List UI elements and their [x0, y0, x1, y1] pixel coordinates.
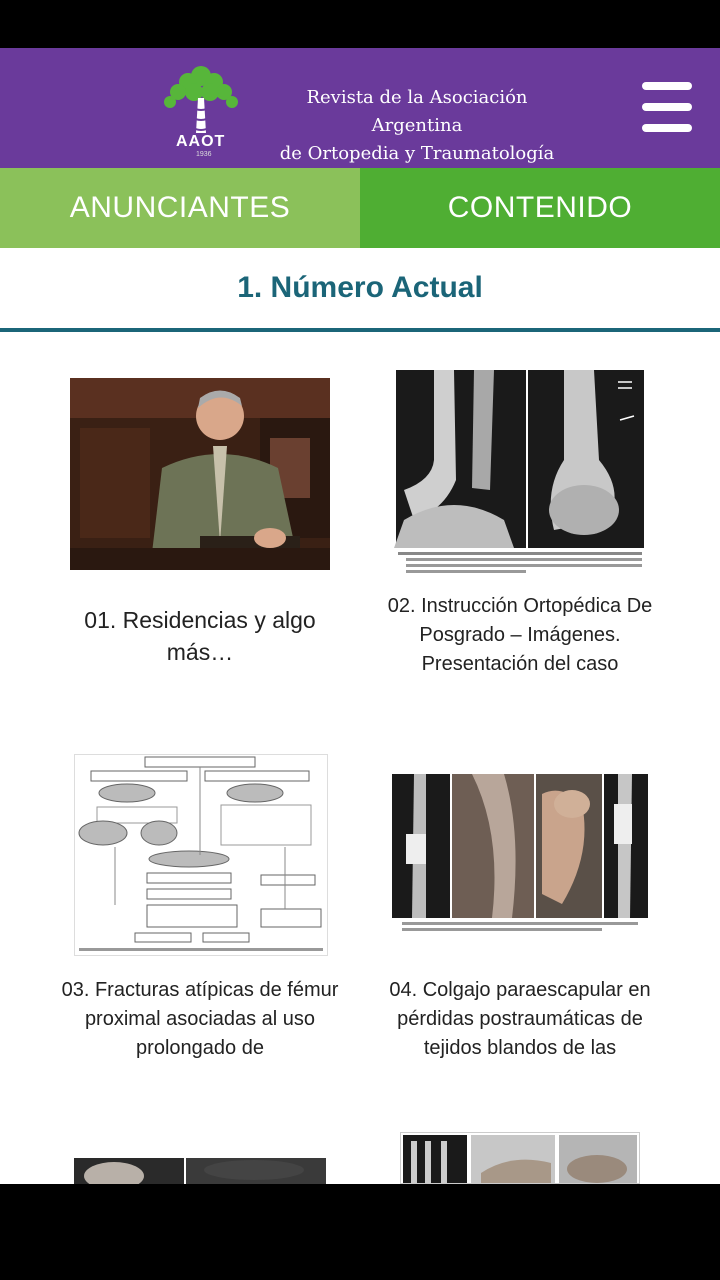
article-title-1[interactable]: 01. Residencias y algo más…	[84, 607, 316, 665]
app-header	[0, 48, 720, 168]
hamburger-menu-icon[interactable]	[640, 82, 694, 132]
article-thumbnail-4[interactable]	[392, 774, 648, 936]
tab-bar	[0, 168, 720, 248]
article-thumbnail-6[interactable]	[400, 1132, 640, 1184]
article-thumbnail-2[interactable]	[394, 370, 646, 580]
article-thumbnail-1[interactable]	[70, 378, 330, 570]
article-title-4[interactable]: 04. Colgajo paraescapular en pérdidas postraumáticas de tejidos blandos de las	[389, 979, 651, 1059]
navigation-bar	[0, 1184, 720, 1280]
logo-year: 1936	[196, 151, 212, 158]
journal-title	[262, 84, 572, 168]
article-title-3[interactable]: 03. Fracturas atípicas de fémur proximal asociadas al uso prolongado de	[61, 979, 339, 1059]
section-divider	[0, 328, 720, 332]
article-thumbnail-3[interactable]	[74, 754, 328, 956]
section-title: 1. Número Actual	[237, 271, 483, 304]
journal-title-line2: de Ortopedia y Traumatología	[279, 143, 555, 164]
status-bar	[0, 0, 720, 48]
article-thumbnail-5[interactable]	[74, 1156, 326, 1184]
journal-title-line1: Revista de la Asociación Argentina	[306, 87, 528, 136]
logo-text: AAOT	[176, 133, 226, 150]
tab-contenido[interactable]: CONTENIDO	[360, 168, 720, 248]
article-title-2[interactable]: 02. Instrucción Ortopédica De Posgrado – Imágenes. Presentación del caso	[387, 595, 653, 675]
tab-anunciantes[interactable]: ANUNCIANTES	[0, 168, 360, 248]
app-screen	[0, 48, 720, 1184]
